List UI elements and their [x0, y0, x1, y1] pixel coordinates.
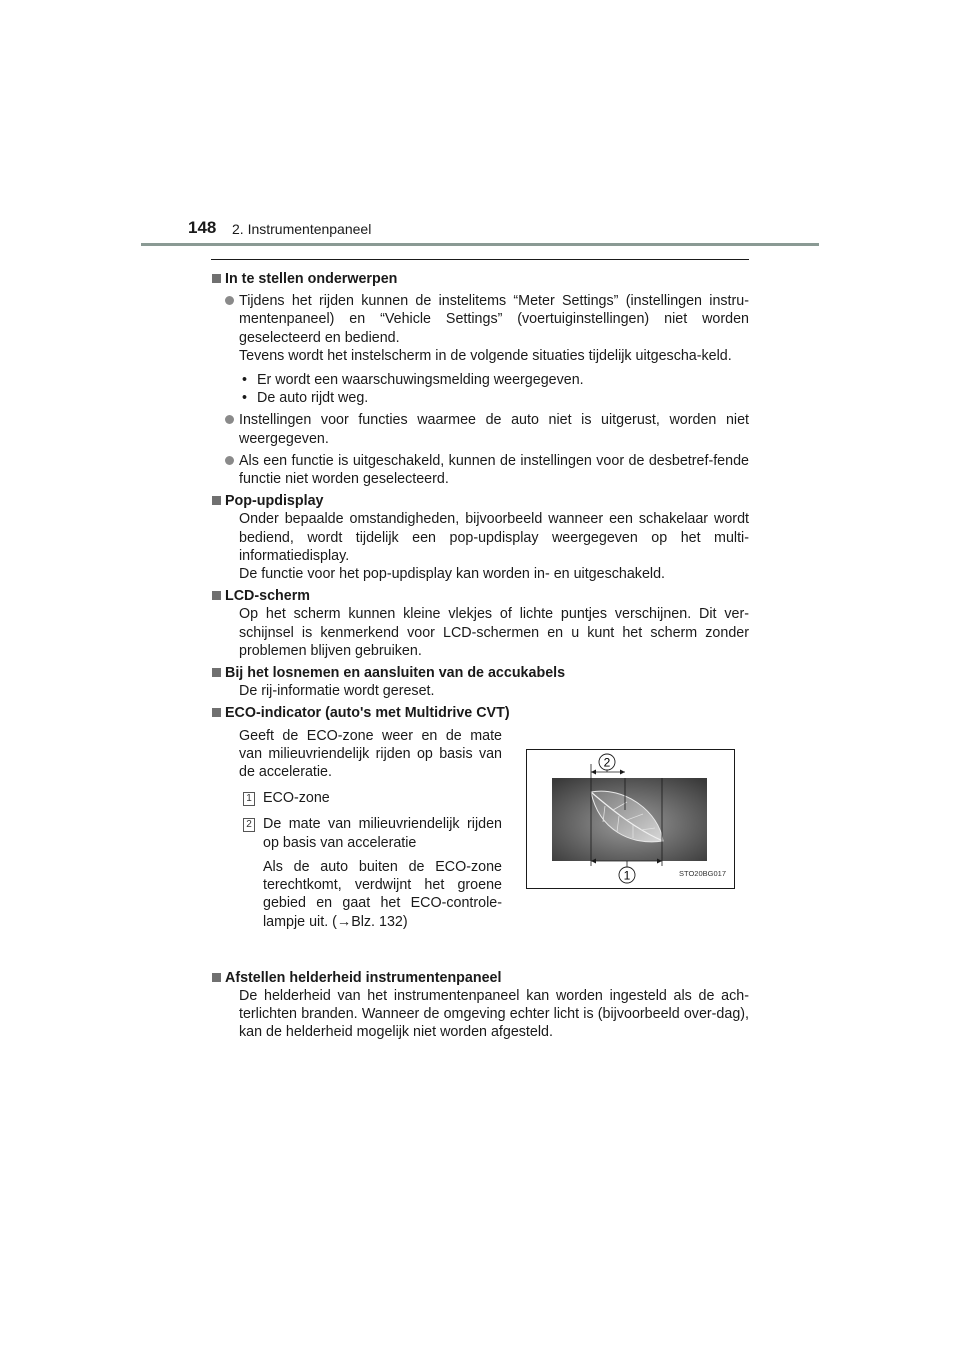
paragraph: [211, 510, 749, 583]
paragraph-text: Onder bepaalde omstandigheden, bijvoorbeeld wanneer een schakelaar wordt bediend, wordt tijdelijk een pop-updisplay weergegeven op het multi-informatiedisplay.: [239, 511, 749, 564]
eco-note: Als de auto buiten de ECO-zone terechtkomt, verdwijnt het groene gebied en gaat het ECO-controle-lampje uit. (→Blz. 132): [263, 858, 502, 930]
section-heading-eco: ECO-indicator (auto's met Multidrive CVT): [211, 704, 749, 722]
paragraph: Op het scherm kunnen kleine vlekjes of lichte puntjes verschijnen. Dit ver-schijnsel is kenmerkend voor LCD-schermen en u kunt het scherm zonder problemen blijven gebruiken.: [239, 606, 749, 659]
section-heading-brightness: Afstellen helderheid instrumentenpaneel: [211, 969, 749, 987]
section-heading-settings: In te stellen onderwerpen: [211, 270, 749, 288]
chapter-title: 2. Instrumentenpaneel: [232, 221, 372, 237]
numbered-item: [239, 789, 502, 807]
section-heading-popup: Pop-updisplay: [211, 492, 749, 510]
numbered-item-text: De mate van milieuvriendelijk rijden op basis van acceleratie: [263, 816, 502, 851]
bullet-item: Instellingen voor functies waarmee de auto niet is uitgerust, worden niet weergegeven.: [211, 411, 749, 447]
section-heading-battery: Bij het losnemen en aansluiten van de accukabels: [211, 664, 749, 682]
content-divider: [211, 259, 749, 260]
section-heading-lcd: LCD-scherm: [211, 587, 749, 605]
eco-indicator-figure: [526, 749, 735, 889]
number-badge: 1: [243, 792, 255, 806]
sub-bullet-item: • Er wordt een waarschuwingsmelding weergegeven.: [211, 371, 749, 389]
page-header: [0, 0, 960, 248]
page-number: 148: [188, 218, 217, 237]
header-divider: [141, 243, 819, 246]
numbered-item: [239, 815, 502, 851]
bullet-item: [211, 292, 749, 365]
eco-text-column: [239, 727, 502, 931]
bullet-item: Als een functie is uitgeschakeld, kunnen de instellingen voor de desbetref-fende functie niet worden geselecteerd.: [211, 452, 749, 488]
bullet-text: Tijdens het rijden kunnen de instelitems “Meter Settings” (instellingen instru-mentenpaneel) en “Vehicle Settings” (voertuiginstellingen) niet worden geselecteerd en bediend.: [239, 293, 749, 346]
figure-code: STO20BG017: [679, 869, 726, 879]
sub-bullet-item: • De auto rijdt weg.: [211, 389, 749, 407]
paragraph: De helderheid van het instrumentenpaneel kan worden ingesteld als de ach-terlichten branden. Wanneer de omgeving echter licht is (bijvoorbeeld over-dag), kan de helderheid mogelijk niet worden afgesteld.: [239, 987, 749, 1041]
bullet-text: Tevens wordt het instelscherm in de volgende situaties tijdelijk uitgescha-keld.: [239, 347, 732, 364]
numbered-item-text: ECO-zone: [263, 790, 330, 807]
paragraph: De rij-informatie wordt gereset.: [239, 683, 435, 700]
paragraph-text: De functie voor het pop-updisplay kan worden in- en uitgeschakeld.: [239, 566, 665, 583]
eco-section: [211, 727, 749, 965]
eco-intro: Geeft de ECO-zone weer en de mate van milieuvriendelijk rijden op basis van de acceleratie.: [239, 727, 502, 781]
number-badge: 2: [243, 818, 255, 832]
page-content: [211, 266, 749, 1041]
callout-2-label: 2: [603, 755, 611, 770]
callout-1-label: 1: [623, 868, 631, 883]
